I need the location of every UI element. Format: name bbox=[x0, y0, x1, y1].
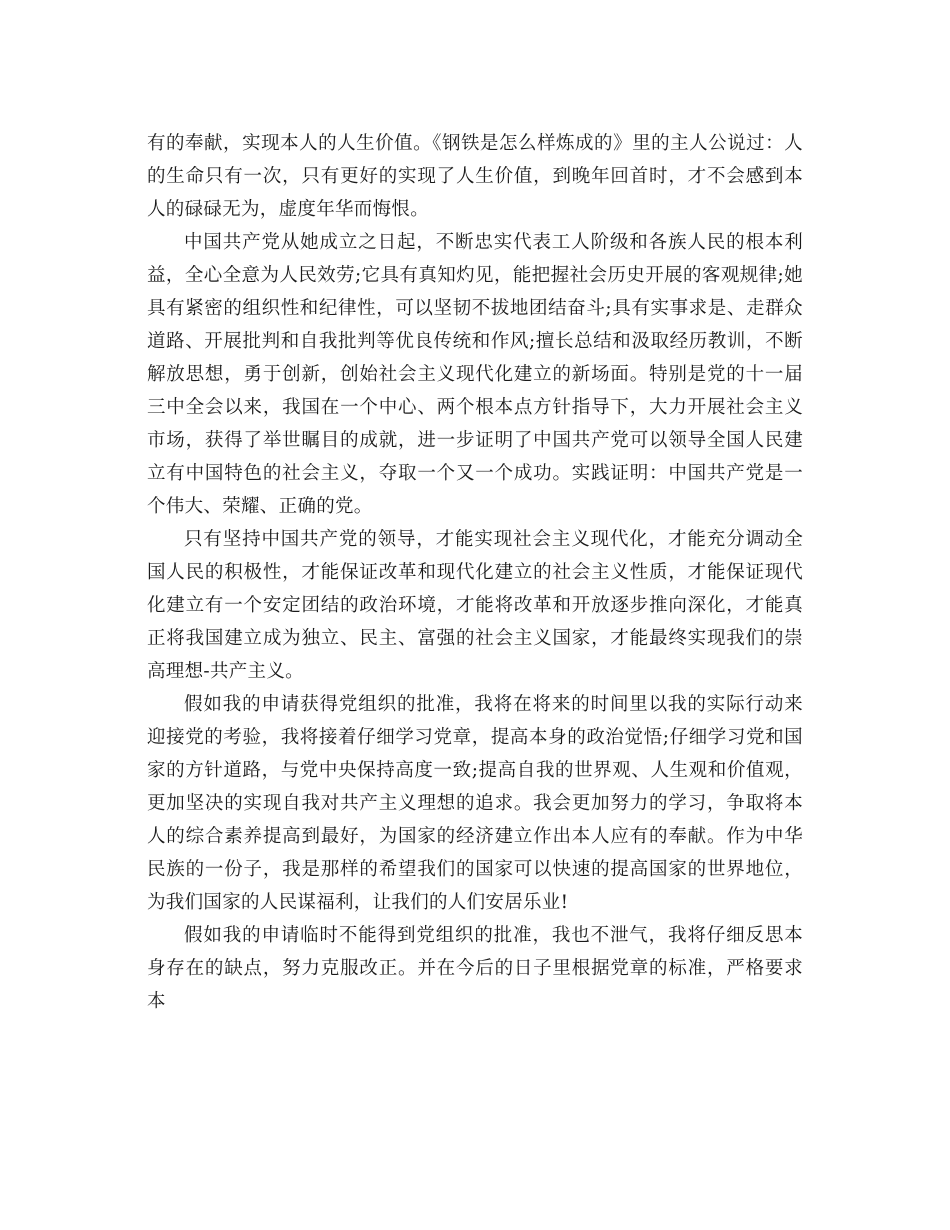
paragraph-4: 假如我的申请获得党组织的批准，我将在将来的时间里以我的实际行动来迎接党的考验，我将接着仔细学习党章，提高本身的政治觉悟;仔细学习党和国家的方针道路，与党中央保持高度一致;提高自我的世界观、人生观和价值观，更加坚决的实现自我对共产主义理想的追求。我会更加努力的学习，争取将本人的综合素养提高到最好，为国家的经济建立作出本人应有的奉献。作为中华民族的一份子，我是那样的希望我们的国家可以快速的提高国家的世界地位，为我们国家的人民谋福利，让我们的人们安居乐业! bbox=[147, 694, 803, 913]
paragraph-3: 只有坚持中国共产党的领导，才能实现社会主义现代化，才能充分调动全国人民的积极性，才能保证改革和现代化建立的社会主义性质，才能保证现代化建立有一个安定团结的政治环境，才能将改革和开放逐步推向深化，才能真正将我国建立成为独立、民主、富强的社会主义国家，才能最终实现我们的崇高理想-共产主义。 bbox=[147, 529, 803, 682]
paragraph-1: 有的奉献，实现本人的人生价值。《钢铁是怎么样炼成的》里的主人公说过：人的生命只有一次，只有更好的实现了人生价值，到晚年回首时，才不会感到本人的碌碌无为，虚度年华而悔恨。 bbox=[147, 133, 803, 220]
paragraph-2: 中国共产党从她成立之日起，不断忠实代表工人阶级和各族人民的根本利益，全心全意为人民效劳;它具有真知灼见，能把握社会历史开展的客观规律;她具有紧密的组织性和纪律性，可以坚韧不拔地团结奋斗;具有实事求是、走群众道路、开展批判和自我批判等优良传统和作风;擅长总结和汲取经历教训，不断解放思想，勇于创新，创始社会主义现代化建立的新场面。特别是党的十一届三中全会以来，我国在一个中心、两个根本点方针指导下，大力开展社会主义市场，获得了举世瞩目的成就，进一步证明了中国共产党可以领导全国人民建立有中国特色的社会主义，夺取一个又一个成功。实践证明：中国共产党是一个伟大、荣耀、正确的党。 bbox=[147, 232, 803, 517]
paragraph-5: 假如我的申请临时不能得到党组织的批准，我也不泄气，我将仔细反思本身存在的缺点，努力克服改正。并在今后的日子里根据党章的标准，严格要求本 bbox=[147, 925, 803, 1012]
document-body bbox=[147, 127, 803, 1018]
